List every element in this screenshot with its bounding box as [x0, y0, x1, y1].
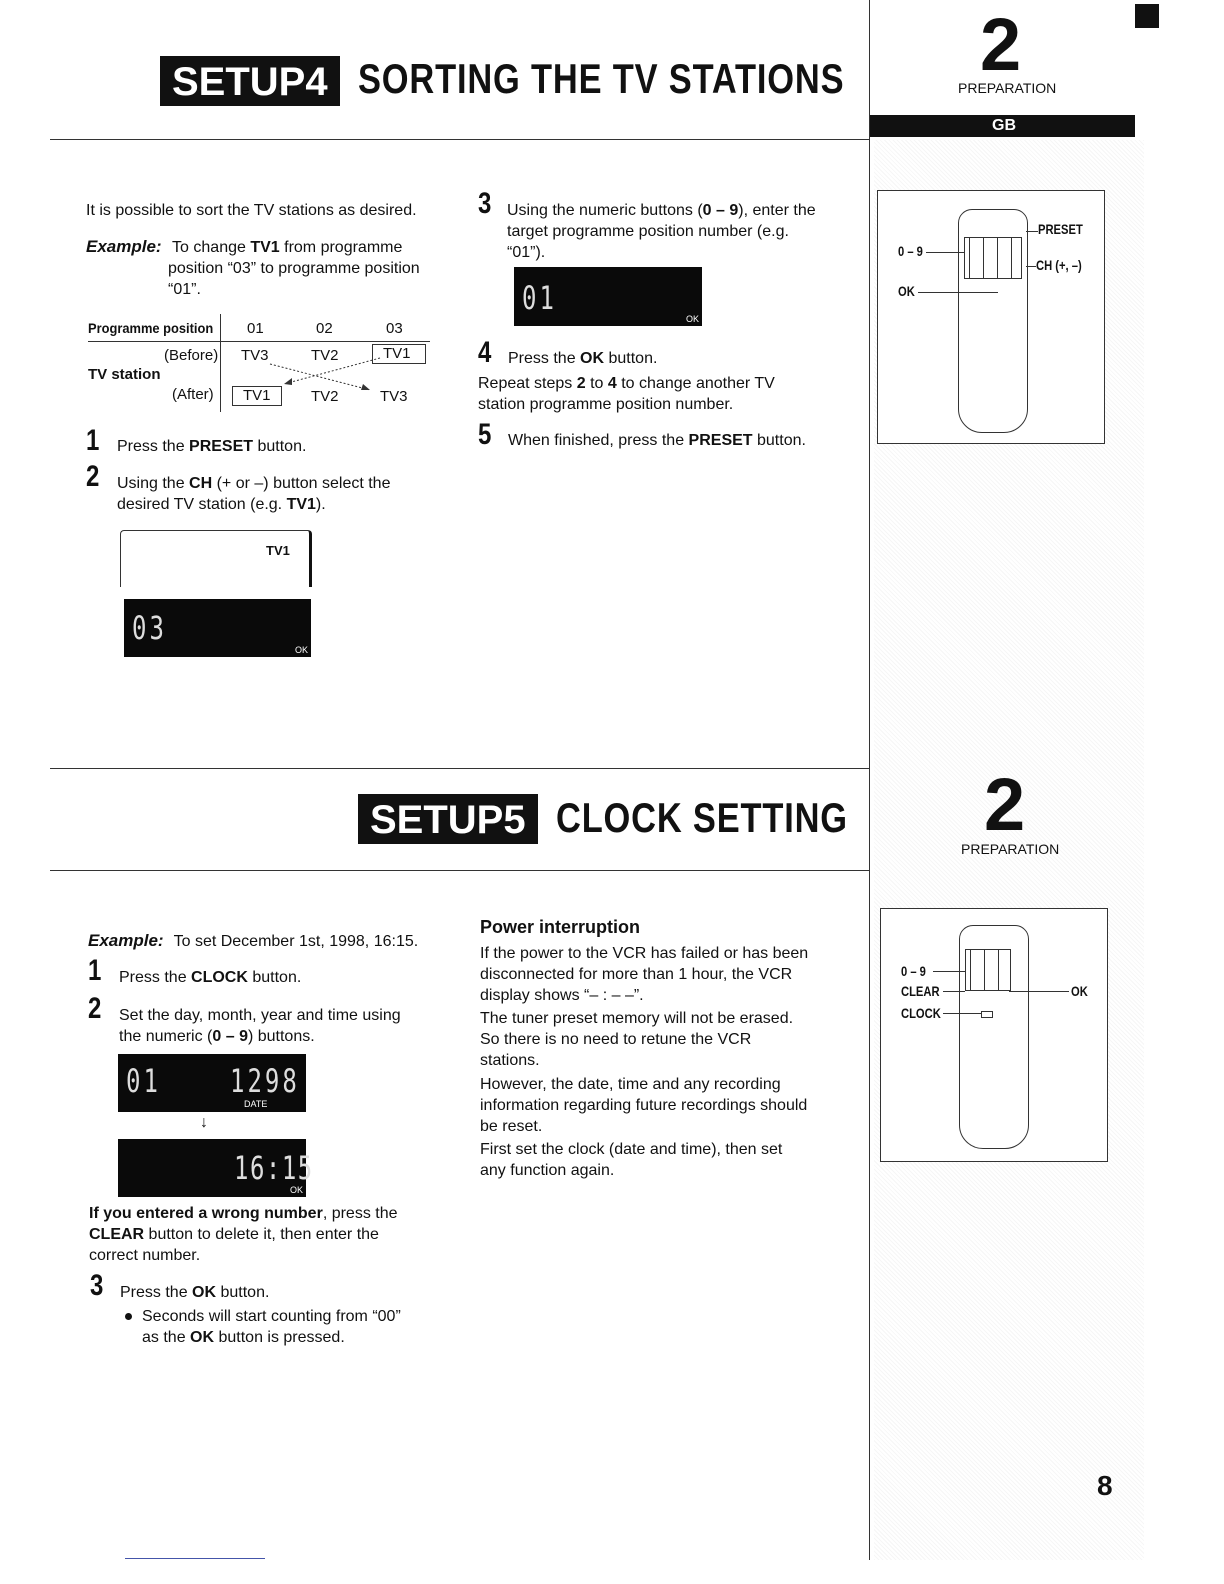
before-label: (Before) [164, 347, 219, 364]
leader-line [943, 1013, 981, 1014]
setup4-example [86, 236, 446, 258]
chapter-label-2: PREPARATION [961, 841, 1060, 857]
step1-number: 1 [86, 424, 100, 457]
down-arrow-icon: ↓ [200, 1114, 208, 1131]
s5-step1-text: Press the CLOCK button. [119, 969, 302, 986]
s5-step3-number: 3 [90, 1269, 104, 1302]
power-para-3: However, the date, time and any recording information regarding future recordings should be reset. [480, 1076, 808, 1135]
setup4-intro: It is possible to sort the TV stations as desired. [86, 202, 417, 219]
bullet-line2: as the OK button is pressed. [142, 1329, 345, 1346]
remote-figure-2 [880, 908, 1108, 1162]
setup5-example: Example: To set December 1st, 1998, 16:15. [88, 931, 419, 950]
setup4-title: SORTING THE TV STATIONS [358, 55, 845, 102]
after-tv1: TV1 [232, 386, 282, 406]
pos-02: 02 [316, 320, 333, 337]
wrong-number-line1: If you entered a wrong number, press the [89, 1205, 398, 1222]
bullet-dot-icon [125, 1313, 132, 1320]
example-label: Example: [86, 237, 162, 256]
display-tag-date: DATE [244, 1099, 268, 1109]
before-tv3: TV3 [241, 347, 269, 364]
display-tag-time: OK [289, 1185, 303, 1195]
table-header-label: Programme position [88, 320, 214, 336]
s4-repeat-text: Repeat steps 2 to 4 to change another TV [478, 375, 775, 392]
label-zero-nine-2: 0 – 9 [901, 963, 926, 979]
swap-arrows [240, 356, 400, 396]
example-text-2: from programme [279, 239, 403, 256]
setup5-title: CLOCK SETTING [556, 794, 848, 841]
lang-tab-label: GB [992, 117, 1016, 134]
display-tag: OK [294, 645, 308, 655]
after-tv2: TV2 [311, 388, 339, 405]
wrong-number-line2: CLEAR button to delete it, then enter the [89, 1226, 379, 1243]
label-ch: CH (+, –) [1036, 257, 1082, 273]
table-vline [220, 314, 221, 412]
leader-line [918, 292, 998, 293]
pos-01: 01 [247, 320, 264, 337]
setup4-rule [50, 139, 870, 140]
tv-screen-label: TV1 [266, 543, 290, 558]
clock-button-icon [981, 1011, 993, 1018]
step2-text-line2: desired TV station (e.g. TV1). [117, 496, 326, 513]
setup5-rule [50, 870, 870, 871]
chapter-label-1: PREPARATION [958, 80, 1057, 96]
s4-step3-line3: “01”). [507, 244, 546, 261]
s4-step3-text: Using the numeric buttons (0 – 9), enter the [507, 202, 816, 219]
after-label: (After) [172, 386, 214, 403]
leader-line [926, 252, 964, 253]
keypad-2 [965, 949, 1011, 991]
setup4-badge: SETUP4 [160, 56, 340, 106]
vcr-display-1 [124, 599, 311, 657]
step2-text: Using the CH (+ or –) button select the [117, 475, 391, 492]
before-tv2: TV2 [311, 347, 339, 364]
label-clock: CLOCK [901, 1005, 941, 1021]
display-time: 16:15 [234, 1149, 314, 1187]
s5-step3-text: Press the OK button. [120, 1284, 270, 1301]
step2-number: 2 [86, 460, 100, 493]
tv-station-label: TV station [88, 366, 161, 383]
before-tv1: TV1 [372, 344, 426, 364]
s5-step2-number: 2 [88, 992, 102, 1025]
label-preset: PRESET [1038, 221, 1083, 237]
sidebar-divider [869, 0, 870, 1560]
label-ok-2: OK [1071, 983, 1088, 999]
tv-screen-frame [120, 530, 312, 587]
example-text-3: position “03” to programme position [168, 260, 420, 277]
bullet-line1: Seconds will start counting from “00” [142, 1308, 401, 1325]
display-tag: OK [685, 314, 699, 324]
leader-line [943, 991, 965, 992]
pos-03: 03 [386, 320, 403, 337]
table-hline [88, 341, 430, 342]
setup5-top-rule [50, 768, 870, 769]
vcr-display-2 [514, 267, 702, 326]
leader-line [1026, 266, 1036, 267]
label-ok: OK [898, 283, 915, 299]
chapter-number-1: 2 [980, 3, 1022, 86]
s5-step2-line1: Set the day, month, year and time using [119, 1007, 401, 1024]
display-digits: 01 [522, 279, 557, 317]
after-tv3: TV3 [380, 388, 408, 405]
vcr-display-date [118, 1054, 306, 1112]
step1-text: Press the PRESET button. [117, 438, 307, 455]
label-clear: CLEAR [901, 983, 940, 999]
label-zero-nine: 0 – 9 [898, 243, 923, 259]
power-heading: Power interruption [480, 917, 641, 937]
leader-line [1009, 991, 1069, 992]
remote-figure-1 [877, 190, 1105, 444]
power-para-2: The tuner preset memory will not be erased. So there is no need to retune the VCR stations. [480, 1010, 794, 1069]
s4-repeat-line2: station programme position number. [478, 396, 734, 413]
s4-step5-text: When finished, press the PRESET button. [508, 432, 806, 449]
s5-step2-line2: the numeric (0 – 9) buttons. [119, 1028, 315, 1045]
example-text-4: “01”. [168, 281, 201, 298]
display-day: 01 [126, 1062, 161, 1100]
leader-line [1026, 231, 1038, 232]
setup5-badge: SETUP5 [358, 794, 538, 844]
wrong-number-line3: correct number. [89, 1247, 201, 1264]
s4-step4-text: Press the OK button. [508, 350, 658, 367]
s4-step4-number: 4 [478, 336, 492, 369]
example-text-1: To change [172, 239, 251, 256]
chapter-number-2: 2 [984, 763, 1026, 846]
power-para-1: If the power to the VCR has failed or has been disconnected for more than 1 hour, the VCR display shows “– : – –”. [480, 945, 809, 1004]
s4-step3-line2: target programme position number (e.g. [507, 223, 789, 240]
page-number: 8 [1097, 1470, 1113, 1501]
s5-step1-number: 1 [88, 954, 102, 987]
power-para-4: First set the clock (date and time), then set any function again. [480, 1141, 783, 1179]
s4-step5-number: 5 [478, 418, 492, 451]
keypad-1 [964, 237, 1022, 279]
example-tv: TV1 [250, 239, 280, 256]
vcr-display-time [118, 1139, 314, 1197]
display-digits: 03 [132, 609, 167, 647]
leader-line [933, 971, 965, 972]
s4-step3-number: 3 [478, 187, 492, 220]
display-month-year: 1298 [230, 1062, 300, 1100]
footer-rule [125, 1558, 265, 1559]
corner-tab-icon [1135, 4, 1159, 28]
